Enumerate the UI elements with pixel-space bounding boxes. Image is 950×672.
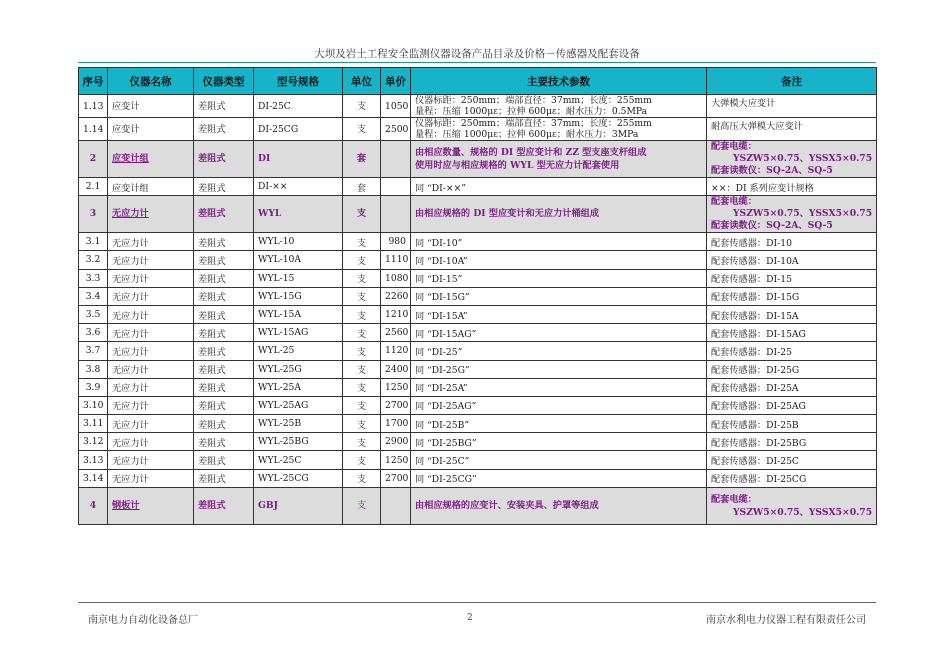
cell-name: 无应力计 bbox=[108, 415, 194, 433]
cell-name: 无应力计 bbox=[108, 196, 194, 233]
remark-line: 配套电缆： bbox=[711, 493, 757, 505]
cell-remark: 耐高压大弹模大应变计 bbox=[707, 118, 877, 141]
cell-type: 差阻式 bbox=[194, 178, 254, 196]
cell-spec: 同 “DI-25C” bbox=[411, 451, 707, 469]
cell-unit: 支 bbox=[343, 487, 381, 524]
cell-unit: 套 bbox=[343, 141, 381, 178]
cell-model: DI bbox=[254, 141, 343, 178]
cell-no: 3.5 bbox=[79, 305, 108, 323]
cell-price: 2700 bbox=[381, 396, 411, 414]
cell-price bbox=[381, 487, 411, 524]
cell-remark: 配套传感器：DI-25G bbox=[707, 360, 877, 378]
cell-name: 无应力计 bbox=[108, 287, 194, 305]
cell-no: 3.4 bbox=[79, 287, 108, 305]
cell-type: 差阻式 bbox=[194, 233, 254, 251]
cell-model: WYL-25C bbox=[254, 451, 343, 469]
cell-type: 差阻式 bbox=[194, 324, 254, 342]
cell-type: 差阻式 bbox=[194, 287, 254, 305]
cell-type: 差阻式 bbox=[194, 487, 254, 524]
cell-name: 无应力计 bbox=[108, 396, 194, 414]
cell-price: 1080 bbox=[381, 269, 411, 287]
cell-price: 1250 bbox=[381, 451, 411, 469]
cell-remark: 大弹模大应变计 bbox=[707, 95, 877, 118]
cell-type: 差阻式 bbox=[194, 396, 254, 414]
cell-spec: 同 “DI-15” bbox=[411, 269, 707, 287]
cell-remark: 配套传感器：DI-25 bbox=[707, 342, 877, 360]
cell-model: WYL-25 bbox=[254, 342, 343, 360]
cell-name: 应变计组 bbox=[108, 141, 194, 178]
cell-spec bbox=[411, 141, 707, 178]
cell-price bbox=[381, 141, 411, 178]
cell-no: 2 bbox=[79, 141, 108, 178]
footer-company-left: 南京电力自动化设备总厂 bbox=[88, 615, 198, 626]
cell-spec: 同 “DI-15A” bbox=[411, 305, 707, 323]
cell-remark: 配套传感器：DI-25C bbox=[707, 451, 877, 469]
cell-spec: 由相应规格的应变计、安装夹具、护罩等组成 bbox=[411, 487, 707, 524]
cell-no: 3.10 bbox=[79, 396, 108, 414]
remark-line: YSZW5×0.75、YSSX5×0.75 bbox=[733, 208, 873, 220]
page-number: 2 bbox=[467, 613, 473, 623]
footer-company-right: 南京水利电力仪器工程有限责任公司 bbox=[706, 615, 866, 626]
cell-unit: 支 bbox=[343, 324, 381, 342]
cell-unit: 支 bbox=[343, 118, 381, 141]
cell-name: 无应力计 bbox=[108, 324, 194, 342]
cell-spec: 同 “DI-25B” bbox=[411, 415, 707, 433]
cell-type: 差阻式 bbox=[194, 251, 254, 269]
table-row bbox=[79, 469, 877, 487]
cell-model: DI-25CG bbox=[254, 118, 343, 141]
cell-remark bbox=[707, 487, 877, 524]
cell-name: 无应力计 bbox=[108, 305, 194, 323]
table-row bbox=[79, 360, 877, 378]
cell-type: 差阻式 bbox=[194, 118, 254, 141]
cell-unit: 支 bbox=[343, 396, 381, 414]
cell-spec: 同 “DI-25A” bbox=[411, 378, 707, 396]
remark-line: 配套读数仪：SQ-2A、SQ-5 bbox=[711, 220, 833, 232]
cell-no: 3.6 bbox=[79, 324, 108, 342]
cell-no: 3 bbox=[79, 196, 108, 233]
cell-name: 无应力计 bbox=[108, 451, 194, 469]
cell-no: 1.14 bbox=[79, 118, 108, 141]
cell-name: 无应力计 bbox=[108, 469, 194, 487]
cell-model: WYL-25G bbox=[254, 360, 343, 378]
cell-model: GBJ bbox=[254, 487, 343, 524]
cell-spec: 同 “DI-25BG” bbox=[411, 433, 707, 451]
cell-price: 2400 bbox=[381, 360, 411, 378]
cell-unit: 支 bbox=[343, 196, 381, 233]
cell-price: 1700 bbox=[381, 415, 411, 433]
cell-no: 4 bbox=[79, 487, 108, 524]
cell-remark bbox=[707, 196, 877, 233]
cell-name: 应变计 bbox=[108, 118, 194, 141]
remark-line: YSZW5×0.75、YSSX5×0.75 bbox=[733, 153, 873, 164]
page-title: 大坝及岩土工程安全监测仪器设备产品目录及价格－传感器及配套设备 bbox=[314, 48, 640, 60]
table-row bbox=[79, 95, 877, 118]
cell-name: 无应力计 bbox=[108, 378, 194, 396]
cell-remark bbox=[707, 141, 877, 178]
col-header-model: 型号规格 bbox=[254, 68, 343, 95]
spec-line: 使用时应与相应规格的 WYL 型无应力计配套使用 bbox=[415, 160, 620, 171]
header-rule bbox=[78, 62, 876, 63]
cell-model: WYL-10A bbox=[254, 251, 343, 269]
table-row bbox=[79, 305, 877, 323]
cell-model: WYL-25BG bbox=[254, 433, 343, 451]
cell-no: 2.1 bbox=[79, 178, 108, 196]
catalog-table bbox=[78, 67, 877, 525]
cell-type: 差阻式 bbox=[194, 95, 254, 118]
cell-type: 差阻式 bbox=[194, 360, 254, 378]
cell-type: 差阻式 bbox=[194, 141, 254, 178]
cell-price: 2260 bbox=[381, 287, 411, 305]
cell-model: WYL-25AG bbox=[254, 396, 343, 414]
cell-remark: 配套传感器：DI-10 bbox=[707, 233, 877, 251]
cell-no: 3.3 bbox=[79, 269, 108, 287]
cell-spec bbox=[411, 118, 707, 141]
cell-unit: 套 bbox=[343, 178, 381, 196]
remark-line: 配套电缆： bbox=[711, 141, 757, 152]
cell-name: 无应力计 bbox=[108, 233, 194, 251]
cell-price: 1050 bbox=[381, 95, 411, 118]
table-header-row bbox=[79, 68, 877, 95]
cell-remark: 配套传感器：DI-15G bbox=[707, 287, 877, 305]
table-row bbox=[79, 342, 877, 360]
table-row bbox=[79, 269, 877, 287]
cell-remark: 配套传感器：DI-15AG bbox=[707, 324, 877, 342]
cell-no: 3.12 bbox=[79, 433, 108, 451]
cell-price: 2700 bbox=[381, 469, 411, 487]
cell-price: 2900 bbox=[381, 433, 411, 451]
cell-remark: 配套传感器：DI-25AG bbox=[707, 396, 877, 414]
cell-name: 无应力计 bbox=[108, 269, 194, 287]
cell-unit: 支 bbox=[343, 95, 381, 118]
cell-model: WYL-10 bbox=[254, 233, 343, 251]
cell-model: WYL-25B bbox=[254, 415, 343, 433]
cell-no: 3.11 bbox=[79, 415, 108, 433]
cell-model: WYL-15AG bbox=[254, 324, 343, 342]
cell-no: 3.13 bbox=[79, 451, 108, 469]
cell-spec: 同 “DI-15G” bbox=[411, 287, 707, 305]
remark-line: 配套读数仪：SQ-2A、SQ-5 bbox=[711, 165, 833, 176]
cell-price: 2500 bbox=[381, 118, 411, 141]
cell-unit: 支 bbox=[343, 451, 381, 469]
cell-unit: 支 bbox=[343, 269, 381, 287]
cell-no: 1.13 bbox=[79, 95, 108, 118]
table-row bbox=[79, 233, 877, 251]
cell-price: 1250 bbox=[381, 378, 411, 396]
cell-type: 差阻式 bbox=[194, 269, 254, 287]
cell-type: 差阻式 bbox=[194, 342, 254, 360]
spec-line: 仪器标距：250mm；端部直径：37mm；长度：255mm bbox=[415, 95, 652, 106]
cell-model: WYL-15A bbox=[254, 305, 343, 323]
cell-remark: 配套传感器：DI-25CG bbox=[707, 469, 877, 487]
cell-type: 差阻式 bbox=[194, 378, 254, 396]
cell-type: 差阻式 bbox=[194, 433, 254, 451]
cell-price bbox=[381, 196, 411, 233]
cell-spec: 同 “DI-25” bbox=[411, 342, 707, 360]
cell-spec: 同 “DI-25AG” bbox=[411, 396, 707, 414]
cell-type: 差阻式 bbox=[194, 415, 254, 433]
cell-remark: 配套传感器：DI-15 bbox=[707, 269, 877, 287]
cell-unit: 支 bbox=[343, 378, 381, 396]
cell-no: 3.7 bbox=[79, 342, 108, 360]
table-row bbox=[79, 178, 877, 196]
col-header-unit: 单位 bbox=[343, 68, 381, 95]
table-row bbox=[79, 396, 877, 414]
table-row bbox=[79, 433, 877, 451]
col-header-no: 序号 bbox=[79, 68, 108, 95]
cell-unit: 支 bbox=[343, 287, 381, 305]
spec-line: 仪器标距：250mm；端部直径：37mm；长度：255mm bbox=[415, 118, 652, 129]
cell-unit: 支 bbox=[343, 469, 381, 487]
cell-spec: 同 “DI-10A” bbox=[411, 251, 707, 269]
table-row bbox=[79, 378, 877, 396]
cell-unit: 支 bbox=[343, 233, 381, 251]
cell-no: 3.8 bbox=[79, 360, 108, 378]
cell-model: WYL bbox=[254, 196, 343, 233]
cell-type: 差阻式 bbox=[194, 196, 254, 233]
group-row bbox=[79, 487, 877, 524]
cell-remark: 配套传感器：DI-15A bbox=[707, 305, 877, 323]
cell-price: 980 bbox=[381, 233, 411, 251]
col-header-remark: 备注 bbox=[707, 68, 877, 95]
col-header-name: 仪器名称 bbox=[108, 68, 194, 95]
table-row bbox=[79, 251, 877, 269]
cell-unit: 支 bbox=[343, 433, 381, 451]
cell-unit: 支 bbox=[343, 342, 381, 360]
group-row bbox=[79, 196, 877, 233]
cell-remark: ××：DI 系列应变计规格 bbox=[707, 178, 877, 196]
cell-unit: 支 bbox=[343, 251, 381, 269]
cell-name: 无应力计 bbox=[108, 251, 194, 269]
cell-model: WYL-15G bbox=[254, 287, 343, 305]
table-row bbox=[79, 324, 877, 342]
cell-model: WYL-25CG bbox=[254, 469, 343, 487]
spec-line: 量程：压缩 1000με；拉伸 600με；耐水压力：3MPa bbox=[415, 129, 639, 140]
cell-spec: 同 “DI-××” bbox=[411, 178, 707, 196]
cell-price: 2560 bbox=[381, 324, 411, 342]
cell-model: DI-25C bbox=[254, 95, 343, 118]
group-row bbox=[79, 141, 877, 178]
cell-unit: 支 bbox=[343, 415, 381, 433]
table-row bbox=[79, 451, 877, 469]
cell-name: 无应力计 bbox=[108, 433, 194, 451]
cell-remark: 配套传感器：DI-25A bbox=[707, 378, 877, 396]
table-row bbox=[79, 287, 877, 305]
cell-price: 1110 bbox=[381, 251, 411, 269]
cell-type: 差阻式 bbox=[194, 469, 254, 487]
cell-spec: 由相应规格的 DI 型应变计和无应力计桶组成 bbox=[411, 196, 707, 233]
cell-unit: 支 bbox=[343, 305, 381, 323]
cell-type: 差阻式 bbox=[194, 305, 254, 323]
cell-name: 应变计 bbox=[108, 95, 194, 118]
cell-price bbox=[381, 178, 411, 196]
cell-model: DI-×× bbox=[254, 178, 343, 196]
cell-price: 1210 bbox=[381, 305, 411, 323]
cell-type: 差阻式 bbox=[194, 451, 254, 469]
footer-rule bbox=[78, 602, 876, 603]
spec-line: 由相应数量、规格的 DI 型应变计和 ZZ 型支座支杆组成 bbox=[415, 146, 647, 158]
cell-no: 3.1 bbox=[79, 233, 108, 251]
cell-model: WYL-15 bbox=[254, 269, 343, 287]
cell-name: 应变计组 bbox=[108, 178, 194, 196]
cell-no: 3.2 bbox=[79, 251, 108, 269]
cell-price: 1120 bbox=[381, 342, 411, 360]
remark-line: YSZW5×0.75、YSSX5×0.75 bbox=[733, 506, 873, 518]
col-header-price: 单价 bbox=[381, 68, 411, 95]
cell-no: 3.14 bbox=[79, 469, 108, 487]
cell-name: 无应力计 bbox=[108, 360, 194, 378]
table-row bbox=[79, 118, 877, 141]
table-row bbox=[79, 415, 877, 433]
cell-name: 无应力计 bbox=[108, 342, 194, 360]
cell-spec: 同 “DI-15AG” bbox=[411, 324, 707, 342]
cell-spec bbox=[411, 95, 707, 118]
col-header-type: 仪器类型 bbox=[194, 68, 254, 95]
cell-model: WYL-25A bbox=[254, 378, 343, 396]
cell-unit: 支 bbox=[343, 360, 381, 378]
remark-line: 配套电缆： bbox=[711, 196, 757, 208]
cell-spec: 同 “DI-25CG” bbox=[411, 469, 707, 487]
spec-line: 量程：压缩 1000με；拉伸 600με；耐水压力：0.5MPa bbox=[415, 106, 648, 117]
cell-spec: 同 “DI-10” bbox=[411, 233, 707, 251]
cell-remark: 配套传感器：DI-25B bbox=[707, 415, 877, 433]
cell-spec: 同 “DI-25G” bbox=[411, 360, 707, 378]
cell-remark: 配套传感器：DI-10A bbox=[707, 251, 877, 269]
cell-no: 3.9 bbox=[79, 378, 108, 396]
cell-name: 钢板计 bbox=[108, 487, 194, 524]
col-header-spec: 主要技术参数 bbox=[411, 68, 707, 95]
cell-remark: 配套传感器：DI-25BG bbox=[707, 433, 877, 451]
